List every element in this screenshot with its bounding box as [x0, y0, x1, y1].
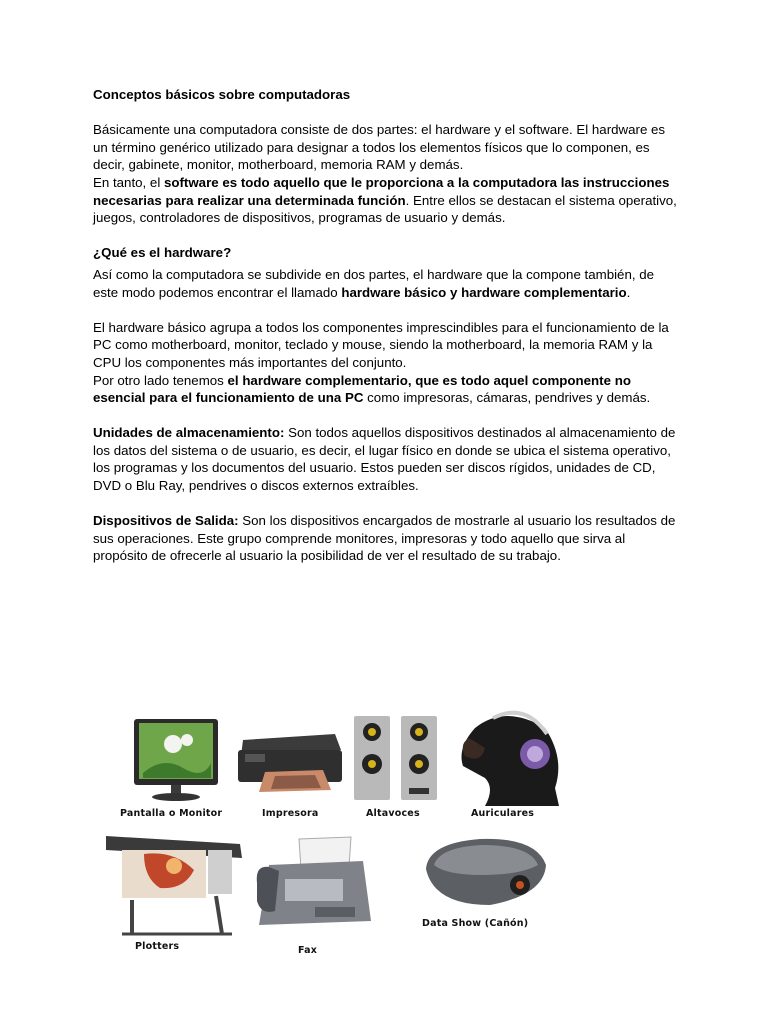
- hw-p3-post: como impresoras, cámaras, pendrives y demás.: [363, 390, 651, 406]
- intro-p2-bold: software es todo aquello que le proporciona a la computadora las instrucciones necesarias para realizar una determinada función: [93, 174, 670, 208]
- intro-p2-pre: En tanto, el: [93, 174, 164, 190]
- monitor-icon: [133, 718, 219, 802]
- output-text: Son los dispositivos encargados de mostrarle al usuario los resultados de sus operaciones. Este grupo comprende monitores, impresoras y todo aquello que sirva al propósito de ofrecerle al usuario la posibilidad de ver el resultado de su trabajo.: [93, 513, 676, 564]
- intro-paragraph-1: Básicamente una computadora consiste de dos partes: el hardware y el software. El hardware es un término genérico utilizado para designar a todos los elementos físicos que lo componen, es decir, gabinete, monitor, motherboard, memoria RAM y demás.: [93, 122, 666, 173]
- hw-p1-bold: hardware básico y hardware complementario: [341, 284, 627, 300]
- hw-p3-bold: el hardware complementario, que es todo aquel componente no esencial para el funcionamiento de una PC: [93, 372, 631, 406]
- projector-icon: [420, 835, 550, 909]
- output-label: Dispositivos de Salida:: [93, 513, 239, 529]
- storage-label: Unidades de almacenamiento:: [93, 425, 285, 441]
- output-paragraph: [93, 512, 678, 565]
- hardware-paragraph-1: [93, 266, 678, 301]
- caption-plotter: Plotters: [135, 941, 180, 952]
- hw-p3-pre: Por otro lado tenemos: [93, 372, 228, 388]
- caption-fax: Fax: [298, 945, 318, 956]
- caption-projector: Data Show (Cañón): [422, 918, 529, 929]
- intro-paragraph-2: [93, 174, 678, 227]
- intro-p2-post: . Entre ellos se destacan el sistema operativo, juegos, controladores de dispositivos, programas de usuario y demás.: [93, 192, 677, 226]
- plotter-icon: [104, 830, 244, 938]
- caption-speakers: Altavoces: [366, 808, 420, 819]
- storage-text: Son todos aquellos dispositivos destinados al almacenamiento de los datos del sistema o de usuario, es decir, el lugar físico en donde se ubica el sistema operativo, los programas y los documentos del usuario. Estos pueden ser discos rígidos, unidades de CD, DVD o Blu Ray, pendrives o discos externos extraíbles.: [93, 425, 676, 494]
- printer-icon: [235, 720, 343, 792]
- document-body: [93, 86, 678, 565]
- caption-monitor: Pantalla o Monitor: [120, 808, 223, 819]
- document-title: Conceptos básicos sobre computadoras: [93, 87, 351, 102]
- caption-printer: Impresora: [262, 808, 319, 819]
- headphones-icon: [455, 708, 567, 806]
- caption-headphones: Auriculares: [471, 808, 535, 819]
- output-devices-figure: [100, 700, 580, 970]
- hw-p1-pre: Así como la computadora se subdivide en dos partes, el hardware que la compone también, de este modo podemos encontrar el llamado: [93, 266, 655, 300]
- speakers-icon: [353, 714, 439, 802]
- hw-p1-post: .: [626, 284, 631, 300]
- hardware-paragraph-3: [93, 372, 678, 407]
- hardware-paragraph-2: El hardware básico agrupa a todos los componentes imprescindibles para el funcionamiento de la PC como motherboard, monitor, teclado y mouse, siendo la motherboard, la memoria RAM y la CPU los componentes más importantes del conjunto.: [93, 319, 669, 370]
- hardware-heading: ¿Qué es el hardware?: [93, 245, 232, 261]
- storage-paragraph: [93, 424, 678, 494]
- fax-icon: [255, 835, 375, 935]
